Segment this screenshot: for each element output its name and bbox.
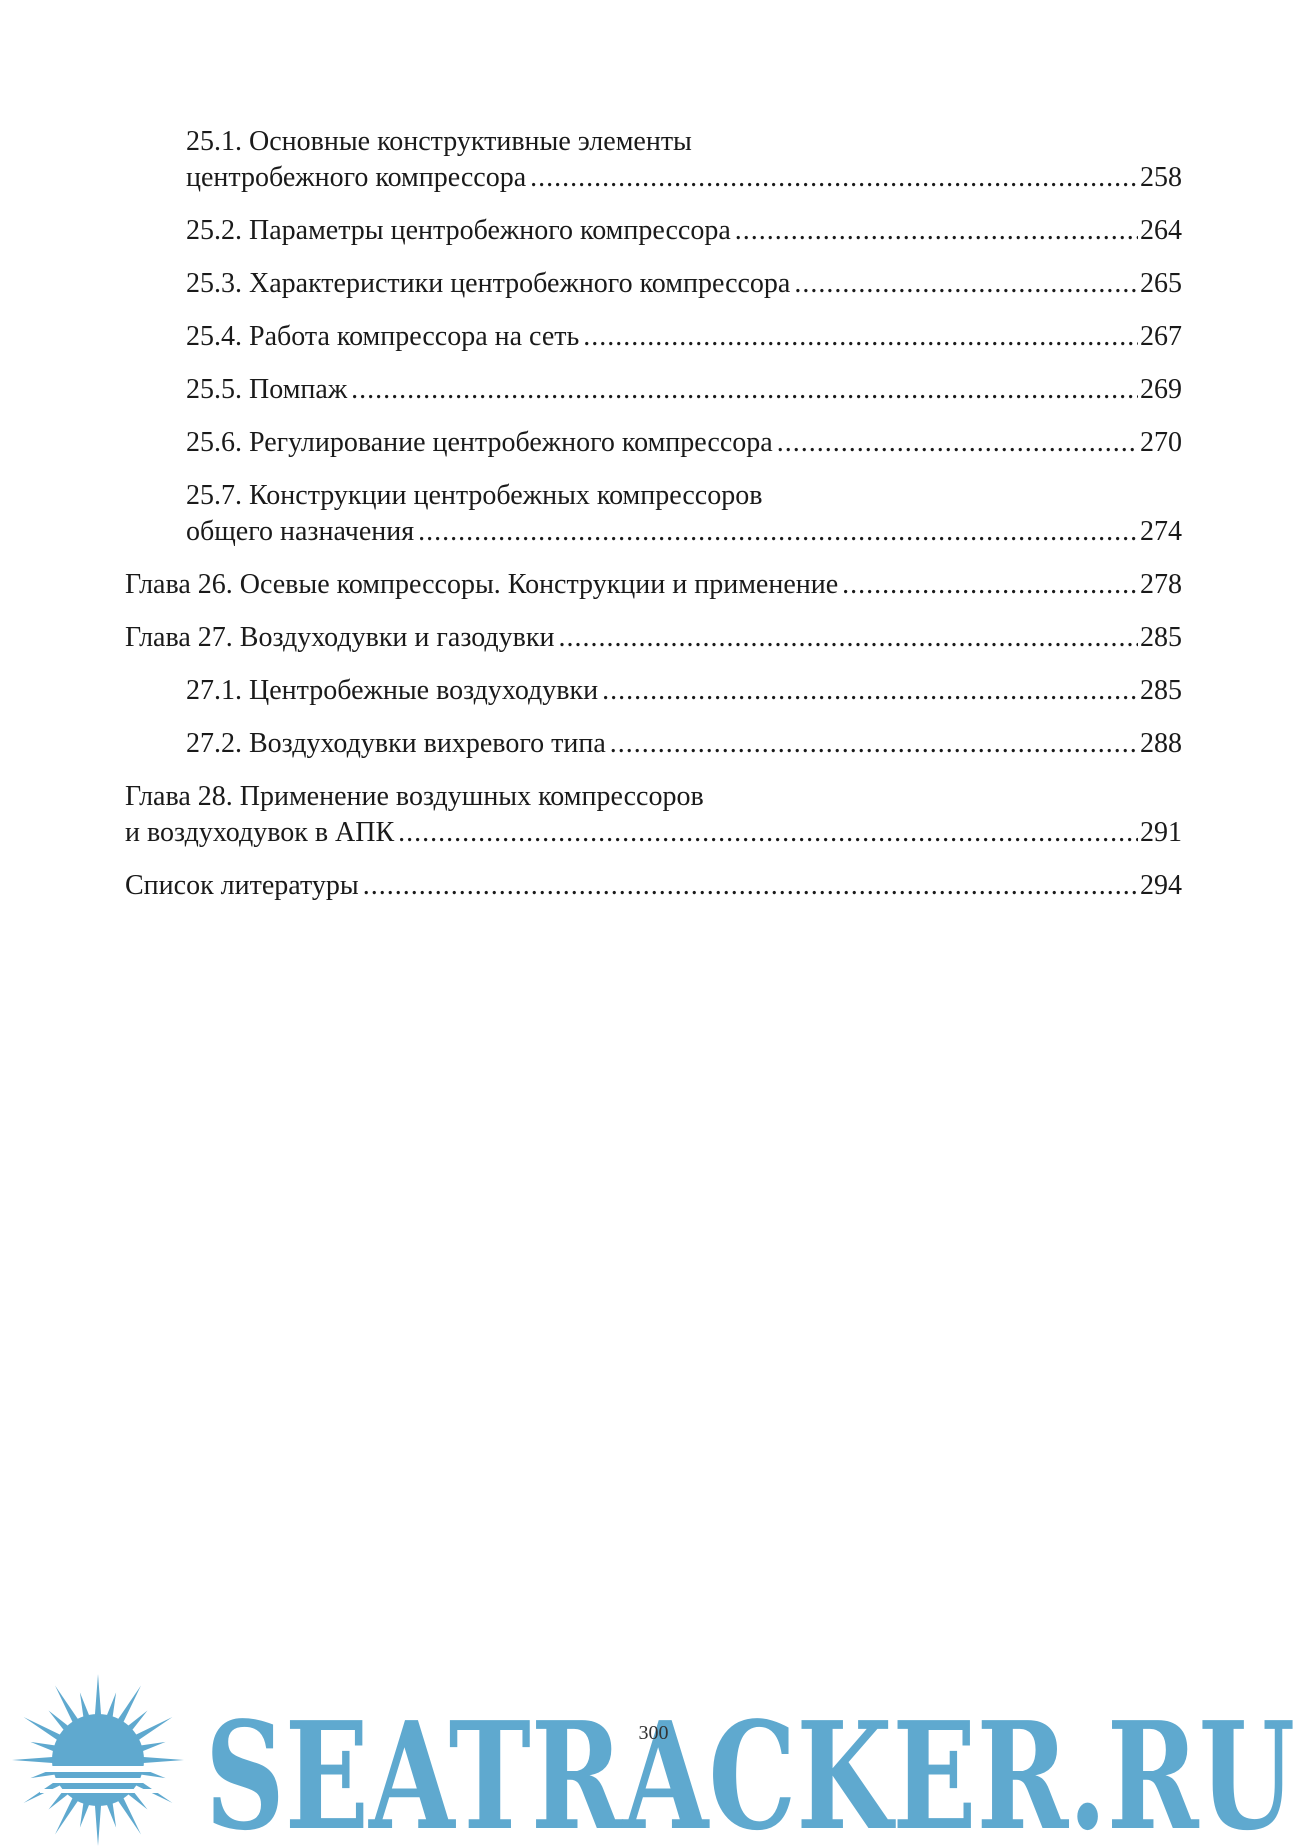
toc-entry-title-line: Глава 28. Применение воздушных компрессоров [125, 781, 704, 812]
toc-entry-line [186, 425, 1182, 461]
dot-leader [735, 213, 1138, 249]
toc-entry-line [186, 673, 1182, 709]
toc-entry-page: 274 [1140, 516, 1182, 547]
dot-leader [583, 319, 1138, 355]
toc-entry[interactable] [0, 213, 1182, 249]
toc-entry-title: 25.6. Регулирование центробежного компрессора [186, 427, 773, 458]
watermark [0, 1668, 1307, 1848]
toc-entry-page: 278 [1140, 569, 1182, 600]
toc-entry-line [186, 160, 1182, 196]
toc-entry-line [186, 514, 1182, 550]
toc-entry[interactable] [0, 372, 1182, 408]
dot-leader [777, 425, 1138, 461]
toc-entry[interactable] [0, 425, 1182, 461]
dot-leader [530, 160, 1138, 196]
toc-entry-line [125, 567, 1182, 603]
toc-entry-line [125, 620, 1182, 656]
sun-ray [106, 1802, 116, 1828]
dot-leader [351, 372, 1138, 408]
dot-leader [398, 815, 1138, 851]
toc-entry-title: Глава 26. Осевые компрессоры. Конструкции и применение [125, 569, 839, 600]
toc-entry-title: 27.1. Центробежные воздуходувки [186, 675, 599, 706]
dot-leader [418, 514, 1138, 550]
sun-ray [12, 1757, 54, 1763]
table-of-contents [0, 124, 1307, 921]
toc-entry-page: 269 [1140, 374, 1182, 405]
toc-entry-title: Глава 27. Воздуходувки и газодувки [125, 622, 555, 653]
toc-entry-title-line: 25.7. Конструкции центробежных компрессоров [186, 480, 763, 511]
toc-entry-page: 291 [1140, 817, 1182, 848]
dot-leader [602, 673, 1138, 709]
sun-ray [80, 1802, 90, 1828]
dot-leader [794, 266, 1138, 302]
toc-entry[interactable] [0, 567, 1182, 603]
toc-entry[interactable] [0, 319, 1182, 355]
toc-entry[interactable] [0, 478, 1182, 550]
toc-entry-title-line: 25.1. Основные конструктивные элементы [186, 126, 692, 157]
toc-entry-line [125, 815, 1182, 851]
toc-entry-title: общего назначения [186, 516, 415, 547]
toc-entry-title: 25.5. Помпаж [186, 374, 348, 405]
dot-leader [842, 567, 1138, 603]
sun-ray [80, 1692, 90, 1718]
toc-entry[interactable] [0, 673, 1182, 709]
toc-entry-title: 27.2. Воздуходувки вихревого типа [186, 728, 606, 759]
toc-entry-page: 294 [1140, 870, 1182, 901]
sun-ray [117, 1686, 141, 1724]
toc-entry-line [186, 726, 1182, 762]
sun-ray [55, 1796, 79, 1834]
sun-ray [95, 1674, 101, 1716]
toc-entry-title: 25.4. Работа компрессора на сеть [186, 321, 580, 352]
toc-entry-title: центробежного компрессора [186, 162, 527, 193]
toc-entry[interactable] [0, 779, 1182, 851]
dot-leader [558, 620, 1138, 656]
toc-entry-line [186, 213, 1182, 249]
toc-entry-line [186, 319, 1182, 355]
sun-ray [106, 1692, 116, 1718]
toc-entry[interactable] [0, 726, 1182, 762]
toc-entry-page: 267 [1140, 321, 1182, 352]
toc-entry-page: 270 [1140, 427, 1182, 458]
toc-entry-title: 25.2. Параметры центробежного компрессора [186, 215, 731, 246]
toc-entry-page: 285 [1140, 622, 1182, 653]
watermark-text: SEATRACKER.RU [205, 1689, 1295, 1848]
toc-entry-page: 265 [1140, 268, 1182, 299]
toc-entry-page: 264 [1140, 215, 1182, 246]
toc-entry[interactable] [0, 620, 1182, 656]
sun-ray [55, 1686, 79, 1724]
dot-leader [363, 868, 1138, 904]
sun-ray [95, 1804, 101, 1846]
toc-entry-line [186, 266, 1182, 302]
sun-ray [117, 1796, 141, 1834]
toc-entry[interactable] [0, 266, 1182, 302]
toc-entry[interactable] [0, 868, 1182, 904]
toc-entry[interactable] [0, 124, 1182, 196]
toc-entry-title: Список литературы [125, 870, 359, 901]
toc-entry-line [125, 868, 1182, 904]
toc-entry-title: и воздуходувок в АПК [125, 817, 395, 848]
toc-entry-page: 258 [1140, 162, 1182, 193]
page-number: 300 [638, 1722, 669, 1744]
sun-ray [142, 1757, 184, 1763]
toc-entry-title: 25.3. Характеристики центробежного компрессора [186, 268, 791, 299]
sun-icon [12, 1674, 184, 1846]
toc-entry-page: 288 [1140, 728, 1182, 759]
toc-entry-line [186, 372, 1182, 408]
toc-entry-page: 285 [1140, 675, 1182, 706]
dot-leader [610, 726, 1138, 762]
